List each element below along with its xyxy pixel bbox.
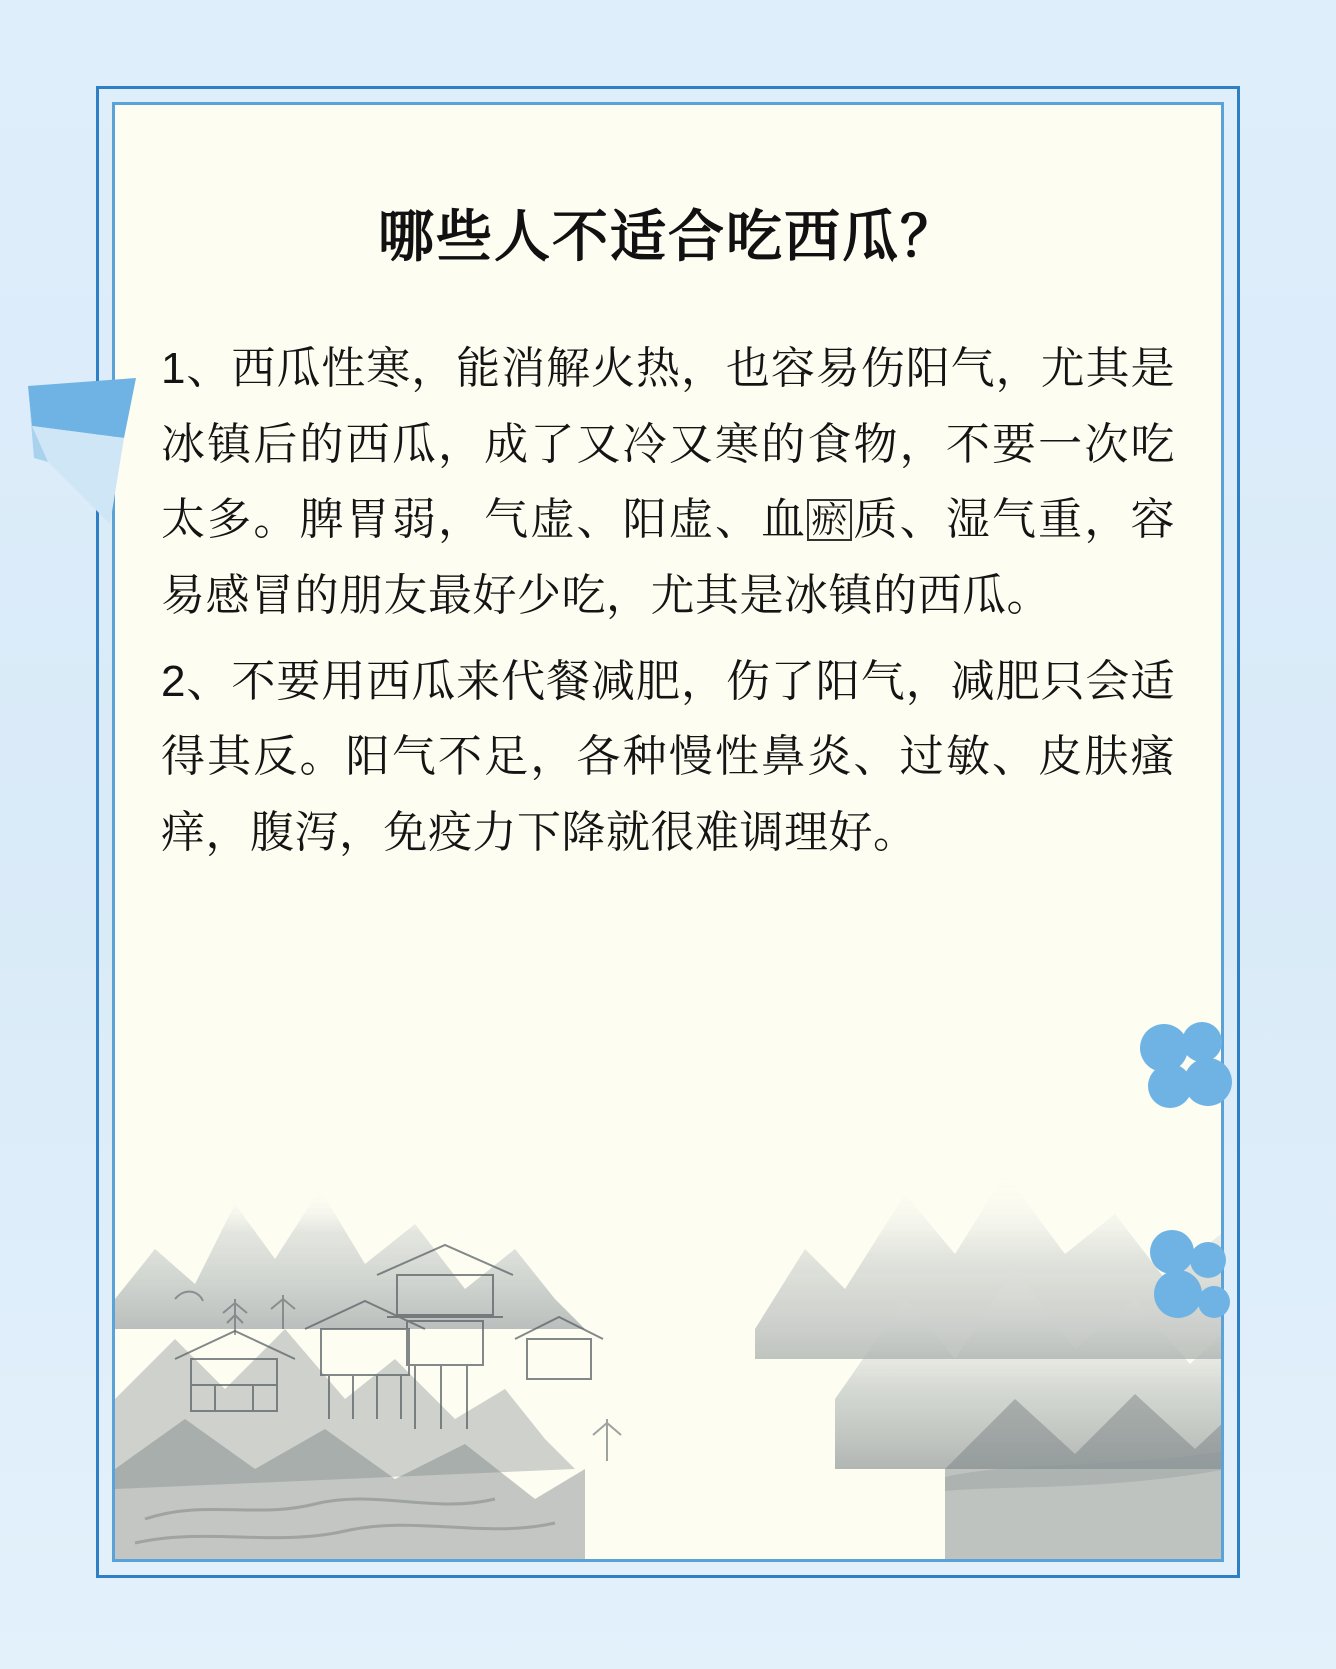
card-content <box>115 105 1221 1559</box>
body-text <box>161 273 1175 871</box>
cloud-blob-icon-top <box>1130 1012 1240 1122</box>
paragraph-1-prefix: 1、西瓜性寒，能消解火热，也容易伤阳气，尤其是冰镇后的西瓜，成了又冷又寒的食物，不要一次吃太多。脾胃弱，气虚、阳虚、血 <box>161 344 1175 545</box>
paragraph-1-suffix: 质、湿气重，容易感冒的朋友最好少吃，尤其是冰镇的西瓜。 <box>161 495 1176 621</box>
paragraph-1 <box>161 331 1175 634</box>
card-frame-inner <box>112 102 1224 1562</box>
paragraph-2: 2、不要用西瓜来代餐减肥，伤了阳气，减肥只会适得其反。阳气不足，各种慢性鼻炎、过敏、皮肤瘙痒，腹泻，免疫力下降就很难调理好。 <box>161 656 1175 858</box>
page-title: 哪些人不适合吃西瓜？ <box>378 205 958 268</box>
cloud-blob-icon-bottom <box>1142 1220 1238 1330</box>
folded-ribbon-icon <box>24 366 144 536</box>
boxed-character: 瘀 <box>807 499 852 541</box>
